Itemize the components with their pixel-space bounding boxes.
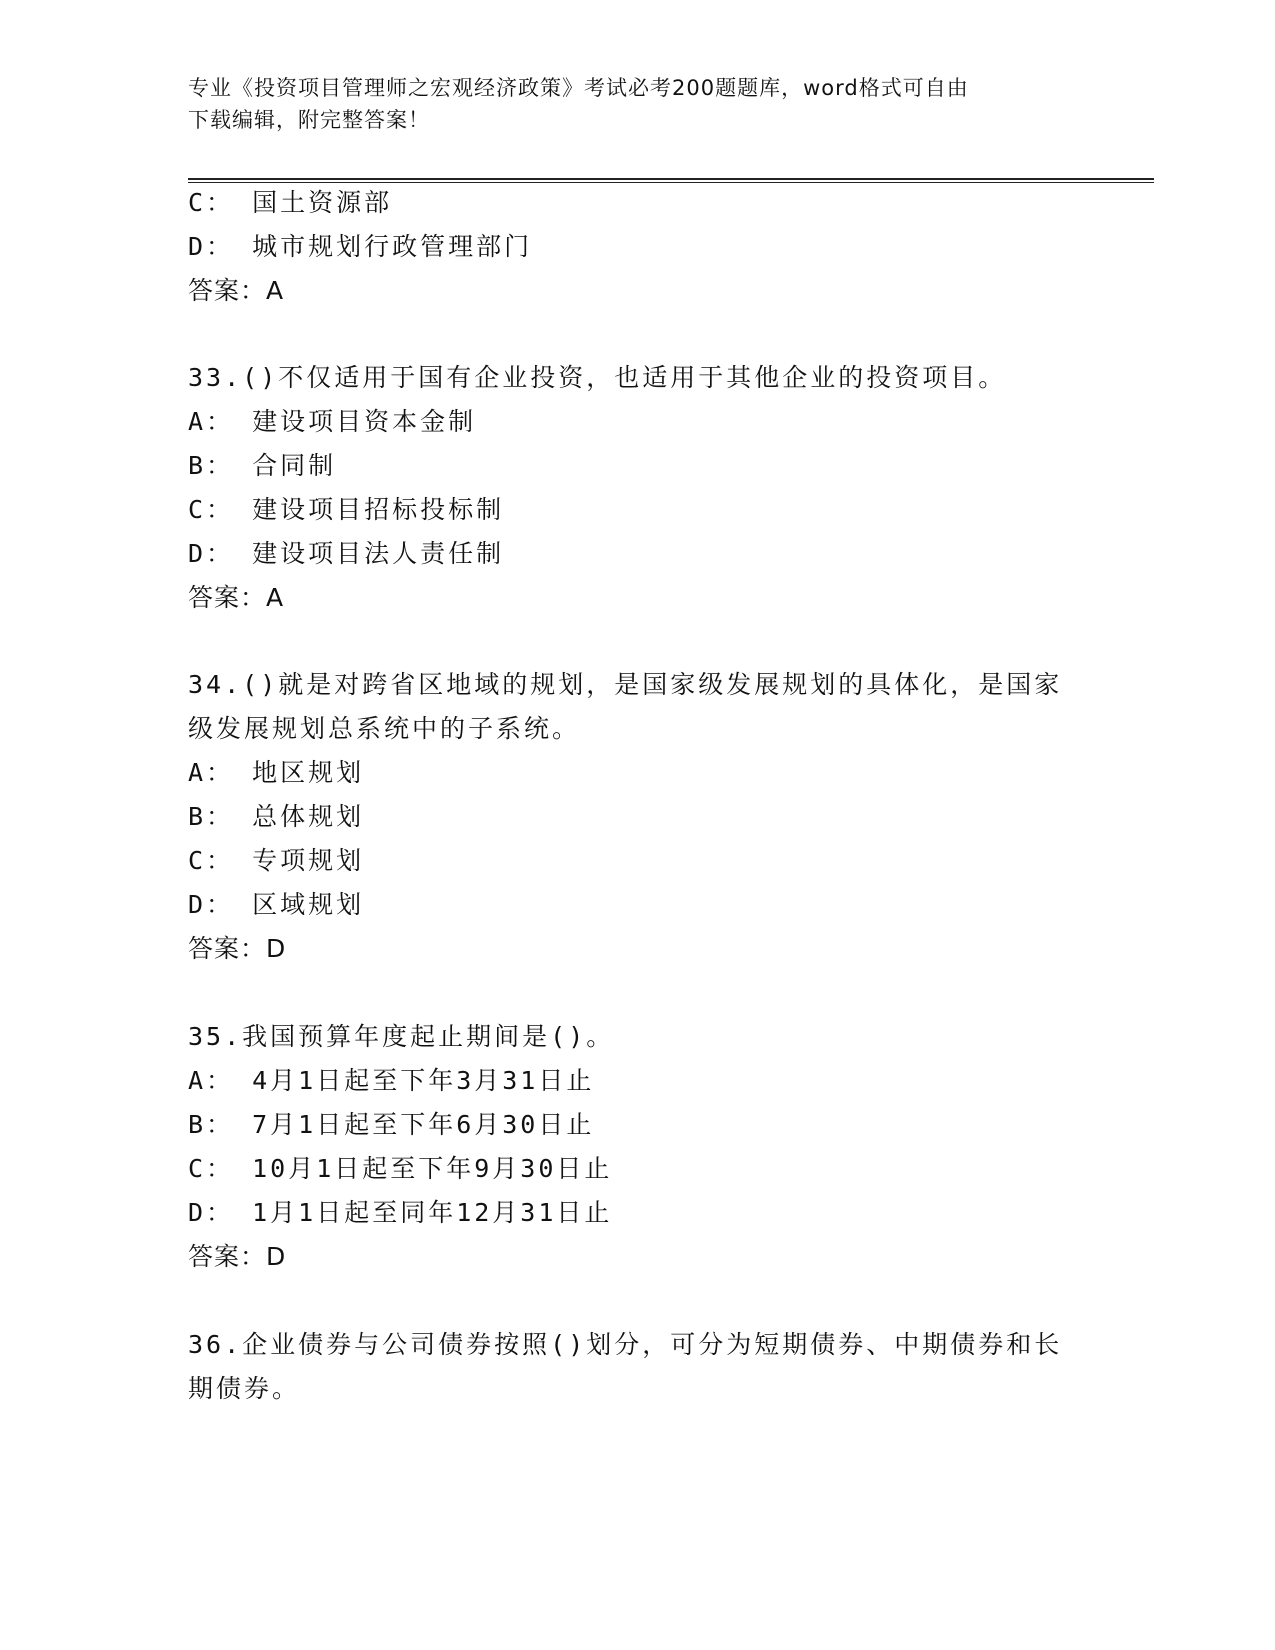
- option-c: C： 建设项目招标投标制: [188, 495, 505, 524]
- option-d: D： 区域规划: [188, 890, 365, 919]
- option-a: A： 地区规划: [188, 758, 365, 787]
- question-stem-line-2: 级发展规划总系统中的子系统。: [188, 714, 581, 743]
- option-d: D： 建设项目法人责任制: [188, 539, 505, 568]
- question-stem-line-1: 36.企业债券与公司债券按照()划分，可分为短期债券、中期债券和长: [188, 1330, 1063, 1359]
- question-stem-line-2: 期债券。: [188, 1374, 301, 1403]
- header-divider: [188, 178, 1154, 183]
- option-c: C： 10月1日起至下年9月30日止: [188, 1154, 613, 1183]
- document-page: [188, 0, 1148, 1650]
- option-c: C： 国土资源部: [188, 188, 393, 217]
- question-stem: 33.()不仅适用于国有企业投资，也适用于其他企业的投资项目。: [188, 363, 1007, 392]
- question-stem-line-1: 34.()就是对跨省区地域的规划，是国家级发展规划的具体化，是国家: [188, 670, 1063, 699]
- answer: 答案：D: [188, 934, 287, 963]
- option-a: A： 建设项目资本金制: [188, 407, 477, 436]
- option-b: B： 7月1日起至下年6月30日止: [188, 1110, 595, 1139]
- document-header: [188, 72, 1068, 136]
- option-b: B： 总体规划: [188, 802, 365, 831]
- header-line-2: 下载编辑，附完整答案！: [188, 108, 430, 132]
- option-d: D： 1月1日起至同年12月31日止: [188, 1198, 613, 1227]
- option-a: A： 4月1日起至下年3月31日止: [188, 1066, 595, 1095]
- question-stem: 35.我国预算年度起止期间是()。: [188, 1022, 615, 1051]
- answer: 答案：D: [188, 1242, 287, 1271]
- answer: 答案：A: [188, 276, 285, 305]
- answer: 答案：A: [188, 583, 285, 612]
- option-d: D： 城市规划行政管理部门: [188, 232, 533, 261]
- header-line-1: 专业《投资项目管理师之宏观经济政策》考试必考200题题库，word格式可自由: [188, 76, 969, 100]
- option-c: C： 专项规划: [188, 846, 365, 875]
- option-b: B： 合同制: [188, 451, 337, 480]
